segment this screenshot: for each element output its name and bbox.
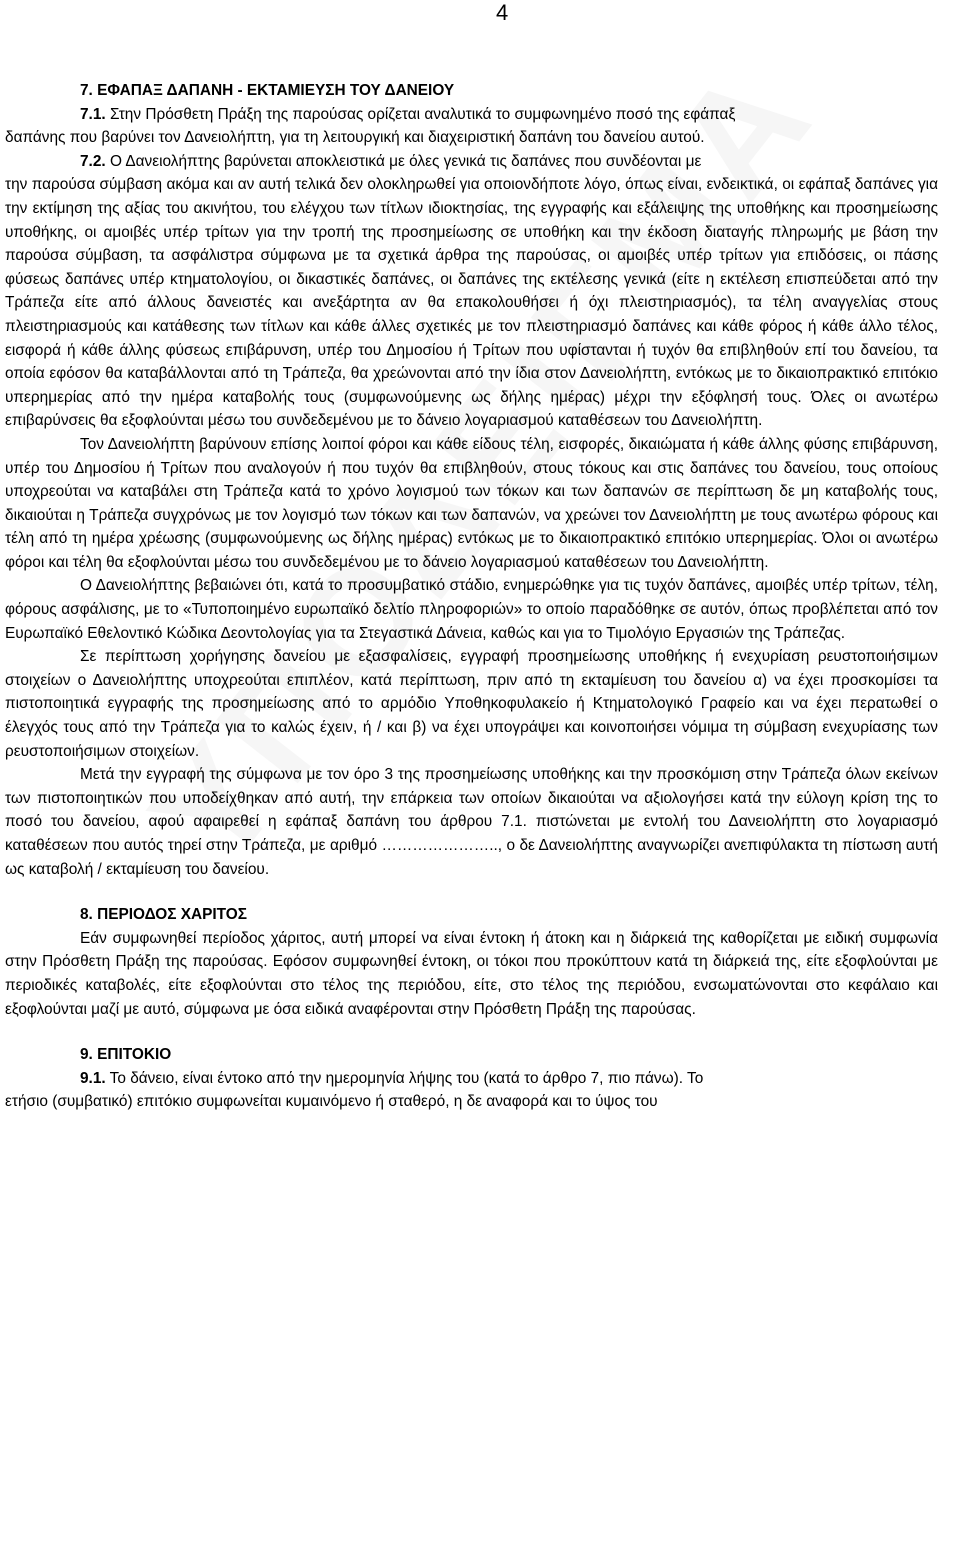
paragraph-confirmation: Ο Δανειολήπτης βεβαιώνει ότι, κατά το προσυμβατικό στάδιο, ενημερώθηκε για τις τυχόν δαπάνες, αμοιβές υπέρ τρίτων, τέλη, φόρους ασφάλισης, με το «Τυποποιημένο ευρωπαϊκό δελτίο πληροφοριών» το οποίο παραδόθηκε σε αυτόν, όπως προβλέπεται από τον Ευρωπαϊκό Εθελοντικό Κώδικα Δεοντολογίας για τα Στεγαστικά Δάνεια, καθώς και για το Τιμολόγιο Εργασιών της Τράπεζας. (5, 577, 938, 642)
clause-7-1-lead: Στην Πρόσθετη Πράξη της παρούσας ορίζεται αναλυτικά το συμφωνημένο ποσό της εφάπαξ (105, 105, 736, 123)
spacer (5, 1021, 938, 1043)
clause-9-1-text: ετήσιο (συμβατικό) επιτόκιο συμφωνείται κυμαινόμενο ή σταθερό, η δε αναφορά και το ύψος του (5, 1093, 658, 1111)
clause-7-1-text: δαπάνης που βαρύνει τον Δανειολήπτη, για τη λειτουργική και διαχειριστική δαπάνη του δανείου αυτού. (5, 129, 705, 147)
clause-7-1-number: 7.1. (80, 105, 106, 123)
document-body (5, 79, 938, 1114)
section-9-heading: 9. ΕΠΙΤΟΚΙΟ (80, 1046, 172, 1064)
clause-7-1-first-line (5, 103, 938, 127)
section-7-heading: 7. ΕΦΑΠΑΞ ΔΑΠΑΝΗ - ΕΚΤΑΜΙΕΥΣΗ ΤΟΥ ΔΑΝΕΙΟΥ (80, 82, 455, 99)
clause-7-2-number: 7.2. (80, 152, 106, 170)
section-8-text: Εάν συμφωνηθεί περίοδος χάριτος, αυτή μπορεί να είναι έντοκη ή άτοκη και η διάρκειά της καθορίζεται με ειδική συμφωνία στην Πρόσθετη Πράξη της παρούσας. Εφόσον συμφωνηθεί έντοκη, οι τόκοι που προκύπτουν κατά τη διάρκειά της, είτε εξοφλούνται με περιοδικές καταβολές, είτε εξοφλούνται στο τέλος της περιόδου, είτε, στο τέλος της περιόδου, ενσωματώνονται στο κεφάλαιο και εξοφλούνται μαζί με αυτό, σύμφωνα με όσα ειδικά αναφέρονται στην Πρόσθετη Πράξη της παρούσας. (5, 929, 938, 1018)
spacer (5, 881, 938, 903)
paragraph-taxes: Τον Δανειολήπτη βαρύνουν επίσης λοιποί φόροι και κάθε είδους τέλη, εισφορές, δικαιώματα ή κάθε άλλης φύσης επιβάρυνση, υπέρ του Δημοσίου ή Τρίτων που αναλογούν ή που τυχόν θα επιβληθούν, στους τόκους και στις δαπάνες του δανείου, τους οποίους υποχρεούται να καταβάλει στη Τράπεζα κατά το χρόνο λογισμού των τόκων και των δαπανών σε περίπτωση δε μη καταβολής τους, δικαιούται η Τράπεζα συγχρόνως με τον λογισμό των τόκων και των δαπανών, να χρεώνει τον Δανειολήπτη με τους ανωτέρω φόρους και τέλη από τη ημέρα χρέωσης (συμφωνούμενης ως δήλης ημέρας) εντόκως με το δικαιοπρακτικό επιτόκιο υπερημερίας. Όλοι οι ανωτέρω φόροι και τέλη θα εξοφλούνται μέσω του συνδεδεμένου με το δάνειο λογαριασμού καταθέσεων του Δανειολήπτη. (5, 435, 938, 571)
clause-7-2-lead: Ο Δανειολήπτης βαρύνεται αποκλειστικά με όλες γενικά τις δαπάνες που συνδέονται με (105, 152, 702, 170)
clause-9-1-lead: Το δάνειο, είναι έντοκο από την ημερομηνία λήψης του (κατά το άρθρο 7, πιο πάνω). Το (105, 1069, 704, 1087)
page-number: 4 (496, 0, 509, 25)
paragraph-collateral: Σε περίπτωση χορήγησης δανείου με εξασφαλίσεις, εγγραφή προσημείωσης υποθήκης ή ενεχυρίαση ρευστοποιήσιμων στοιχείων ο Δανειολήπτης υποχρεούται επιπλέον, κατά περίπτωση, πριν από τη εκταμίευση του δανείου α) να έχει προσκομίσει τα πιστοποιητικά εγγραφής της προσημείωσης από το αρμόδιο Υποθηκοφυλακείο ή Κτηματολογικό Γραφείο και να έχει περατωθεί ο έλεγχός τους από την Τράπεζα για το καλώς έχειν, ή / και β) να έχει υπογράψει και κοινοποιήσει νόμιμα τη σύμβαση ενεχυρίασης των ρευστοποιήσιμων στοιχείων. (5, 648, 938, 760)
section-8-heading: 8. ΠΕΡΙΟΔΟΣ ΧΑΡΙΤΟΣ (80, 906, 247, 924)
clause-9-1-first-line (5, 1067, 938, 1091)
clause-7-2-first-line (5, 150, 938, 174)
clause-9-1-number: 9.1. (80, 1069, 106, 1087)
clause-7-2-text: την παρούσα σύμβαση ακόμα και αν αυτή τελικά δεν ολοκληρωθεί για οποιονδήποτε λόγο, όπως είναι, ενδεικτικά, οι εφάπαξ δαπάνες για την εκτίμηση της αξίας του ακινήτου, του ελέγχου των τίτλων ιδιοκτησίας, της εγγραφής και εξάλειψης της υποθήκης και προσημείωσης υποθήκης, οι αμοιβές υπέρ τρίτων για την τροπή της προσημείωσης σε υποθήκη και την έκδοση διαταγής πληρωμής με βάση την παρούσα σύμβαση, τα ασφάλιστρα σύμφωνα με τα σχετικά άρθρα της παρούσας, οι αμοιβές υπέρ τρίτων για επιδόσεις, οι πάσης φύσεως δαπάνες υπέρ κτηματολογίου, οι δικαστικές δαπάνες, οι δαπάνες της εκτέλεσης γενικά (είτε η εκτέλεση επισπεύδεται από την Τράπεζα είτε από άλλους δανειστές και ανεξάρτητα αν θα επακολουθήσει ή όχι πλειστηριασμός), τα τέλη αναγγελίας στους πλειστηριασμούς και κατάθεσης των τίτλων και κάθε άλλες σχετικές με τον πλειστηριασμό δαπάνες και κάθε φόρος ή κάθε άλλο τέλος, εισφορά ή κάθε άλλης φύσεως επιβάρυνση, υπέρ του Δημοσίου ή Τρίτων που υφίστανται ή τυχόν θα επιβληθούν επί του δανείου, τα οποία εφόσον θα καταβάλλονται από τη Τράπεζα, θα χρεώνονται από την ίδια στον Δανειολήπτη, εντόκως με το δικαιοπρακτικό επιτόκιο υπερημερίας από την ημέρα καταβολής τους (συμφωνούμενης ως δήλης ημέρας) μέχρι την εξόφλησή τους. Όλες οι ανωτέρω επιβαρύνσεις θα εξοφλούνται μέσω του συνδεδεμένου με το δάνειο λογαριασμού καταθέσεων του Δανειολήπτη. (5, 176, 938, 430)
paragraph-disbursement: Μετά την εγγραφή της σύμφωνα με τον όρο 3 της προσημείωσης υποθήκης και την προσκόμιση στην Τράπεζα όλων εκείνων των πιστοποιητικών που υποδείχθηκαν από αυτή, την επάρκεια των οποίων δικαιούται να αξιολογήσει κατά την εύλογη κρίση της το ποσό του δανείου, αφού αφαιρεθεί η εφάπαξ δαπάνη του άρθρου 7.1. πιστώνεται με εντολή του Δανειολήπτη στο λογαριασμό καταθέσεων που αυτός τηρεί στην Τράπεζα, με αριθμό ………………….., ο δε Δανειολήπτης αναγνωρίζει ανεπιφύλακτα τη πίστωση αυτή ως καταβολή / εκταμίευση του δανείου. (5, 766, 938, 878)
